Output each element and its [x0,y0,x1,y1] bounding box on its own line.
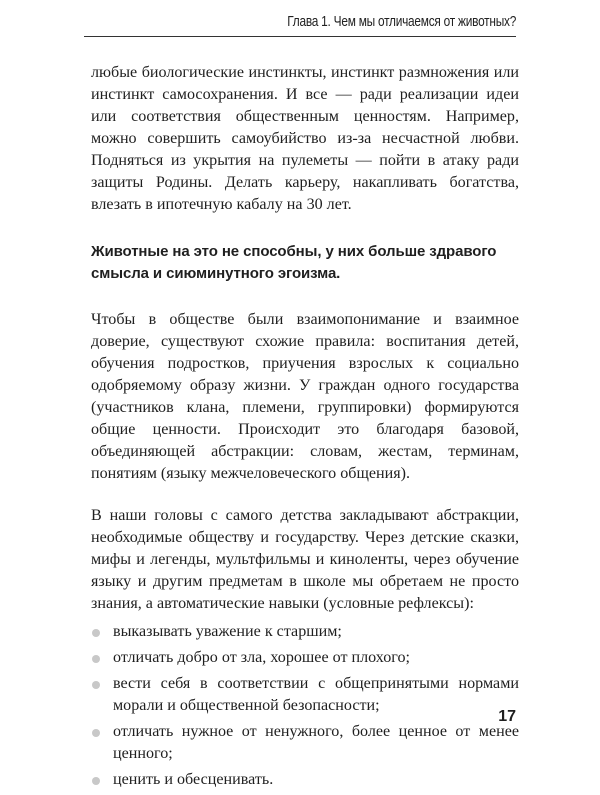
list-item [91,621,519,643]
bullet-dot-icon [92,729,100,737]
list-item-text: отличать нужное от ненужного, более ценное от менее ценного; [113,723,519,762]
header-divider [84,36,516,37]
list-item-text: выказывать уважение к старшим; [113,623,342,640]
bullet-dot-icon [92,655,100,663]
page-body [91,62,519,795]
bullet-list [91,621,519,791]
list-item [91,673,519,717]
bullet-dot-icon [92,777,100,785]
list-item-text: вести себя в соответствии с общепринятыми нормами морали и общественной безопасности; [113,675,519,714]
paragraph-1: любые биологические инстинкты, инстинкт размножения или инстинкт самосохранения. И все — ради реализации идеи или соответствия общественным ценностям. Например, можно совершить самоубийство из-за несчастной любви. Подняться из укрытия на пулеметы — пойти в атаку ради защиты Родины. Делать карьеру, накапливать богатства, влезать в ипотечную кабалу на 30 лет. [91,64,519,213]
emphasis-paragraph: Животные на это не способны, у них больше здравого смысла и сиюминутного эгоизма. [91,243,497,282]
list-item [91,769,519,791]
list-item-text: отличать добро от зла, хорошее от плохого; [113,649,410,666]
paragraph-4: В наши головы с самого детства закладывают абстракции, необходимые обществу и государству. Через детские сказки, мифы и легенды, мультфильмы и киноленты, через обучение языку и другим предметам в школе мы обретаем не просто знания, а автоматические навыки (условные рефлексы): [91,507,519,612]
bullet-dot-icon [92,681,100,689]
paragraph-3: Чтобы в обществе были взаимопонимание и взаимное доверие, существуют схожие правила: воспитания детей, обучения подростков, приучения взрослых к социально одобряемому образу жизни. У граждан одного государства (участников клана, племени, группировки) формируются общие ценности. Происходит это благодаря базовой, объединяющей абстракции: словам, жестам, терминам, понятиям (языку межчеловеческого общения). [91,311,519,482]
running-header: Глава 1. Чем мы отличаемся от животных? [287,14,516,30]
bullet-dot-icon [92,629,100,637]
list-item [91,721,519,765]
list-item [91,647,519,669]
page-number: 17 [498,708,516,725]
list-item-text: ценить и обесценивать. [113,771,274,788]
